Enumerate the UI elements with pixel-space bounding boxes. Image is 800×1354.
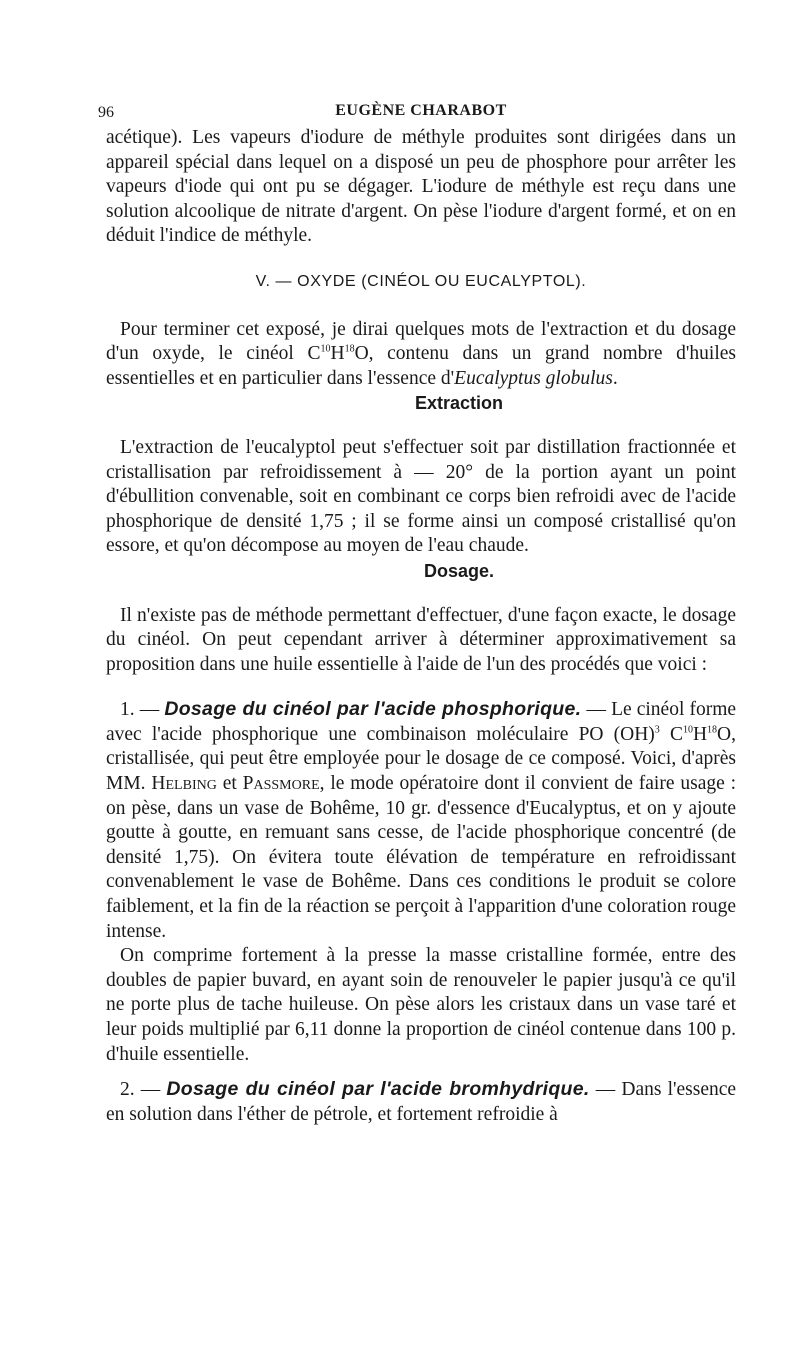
paragraph-extraction: L'extraction de l'eucalyptol peut s'effectuer soit par distillation fractionnée et cristallisation par refroidissement à — 20° de la portion ayant un point d'ébullition convenable, soit en combinant ce corps bien refroidi avec de l'acide phosphorique de densité 1,75 ; il se forme ainsi un composé cristallisé qu'on essore, et qu'on décompose au moyen de l'eau chaude. [106, 436, 736, 557]
page-number: 96 [98, 104, 114, 121]
running-title: EUGÈNE CHARABOT [335, 102, 507, 119]
author-helbing: Helbing [151, 773, 217, 795]
paragraph-dosage-intro: Il n'existe pas de méthode permettant d'effectuer, d'une façon exacte, le dosage du cinéol. On peut cependant arriver à déterminer approximativement sa proposition dans une huile essentielle à l'aide de l'un des procédés que voici : [106, 604, 736, 675]
section-title: V. — OXYDE (CINÉOL OU EUCALYPTOL). [255, 272, 587, 290]
paragraph-phosphoric-method: 1. — Dosage du cinéol par l'acide phosphorique. — Le cinéol forme avec l'acide phosphorique une combinaison moléculaire PO (OH)$^3$ $C^{10}H^{18}O$, cristallisée, qui peut être employée pour le dosage de ce composé. Voici, d'après MM. Helbing et Passmore, le mode opératoire dont il convient de faire usage : on pèse, dans un vase de Bohême, 10 gr. d'essence d'Eucalyptus, et on y ajoute goutte à goutte, en remuant sans cesse, de l'acide phosphorique concentré (de densité 1,75). On évitera toute élévation de température en refroidissant convenablement le vase de Bohême. Dans ces conditions le produit se colore faiblement, et la fin de la réaction se perçoit à l'apparition d'une coloration rouge intense. [106, 698, 737, 942]
author-passmore: Passmore [242, 773, 320, 795]
book-page [98, 94, 737, 1127]
paragraph-bromhydric-method: 2. — Dosage du cinéol par l'acide bromhydrique. — Dans l'essence en solution dans l'éther de pétrole, et fortement refroidie à [106, 1078, 737, 1125]
method-heading-phosphoric: Dosage du cinéol par l'acide phosphorique. [164, 698, 582, 721]
paragraph-intro-cineol: Pour terminer cet exposé, je dirai quelques mots de l'extraction et du dosage d'un oxyde, le cinéol $C^{10}H^{18}O$, contenu dans un grand nombre d'huiles essentielles et en particulier dans l'essence d'Eucalyptus globulus. [106, 318, 736, 389]
running-head [98, 94, 736, 124]
species-name: Eucalyptus globulus [454, 367, 613, 389]
heading-extraction: Extraction [414, 393, 504, 414]
heading-dosage: Dosage. [423, 560, 495, 581]
method-heading-bromhydric: Dosage du cinéol par l'acide bromhydrique. [166, 1078, 590, 1101]
paragraph-methyl-iodide: acétique). Les vapeurs d'iodure de méthyle produites sont dirigées dans un appareil spécial dans lequel on a disposé un peu de phosphore pour arrêter les vapeurs d'iode qui ont pu se dégager. L'iodure de méthyle est reçu dans une solution alcoolique de nitrate d'argent. On pèse l'iodure d'argent formé, et on en déduit l'indice de méthyle. [106, 127, 736, 247]
paragraph-pressing: On comprime fortement à la presse la masse cristalline formée, entre des doubles de papier buvard, en ayant soin de renouveler le papier jusqu'à ce qu'il ne porte plus de tache huileuse. On pèse alors les cristaux dans un vase taré et leur poids multiplié par 6,11 donne la proportion de cinéol contenue dans 100 p. d'huile essentielle. [106, 945, 736, 1065]
